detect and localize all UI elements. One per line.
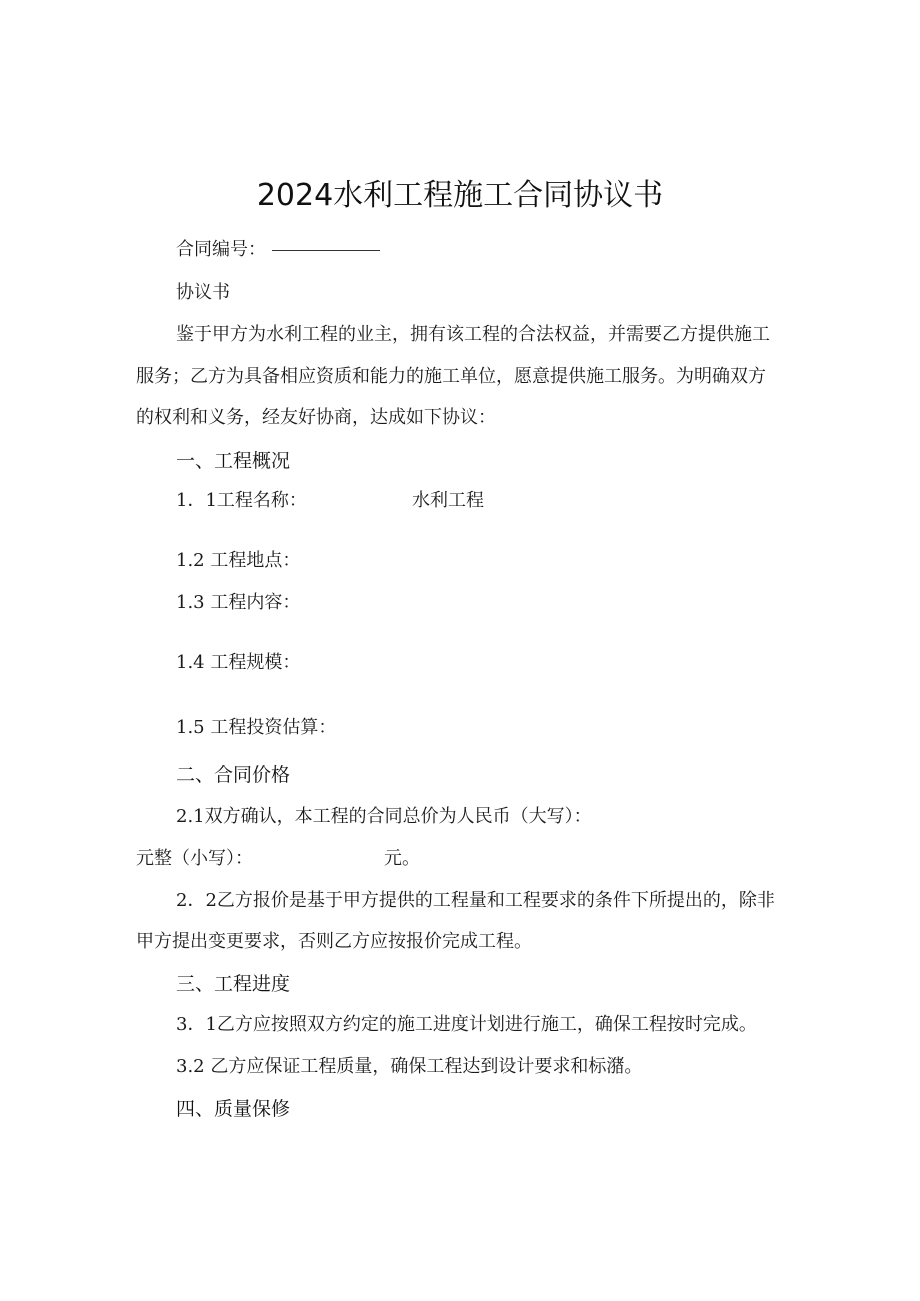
item-1-5-label: 1.5 工程投资估算： xyxy=(176,717,337,738)
contract-number-line xyxy=(176,237,380,263)
section-heading-2: 二、合同价格 xyxy=(176,764,291,786)
preamble-line-3: 的权利和义务，经友好协商，达成如下协议： xyxy=(136,407,496,428)
preamble-line-2: 服务；乙方为具备相应资质和能力的施工单位，愿意提供施工服务。为明确双方 xyxy=(136,366,766,387)
item-1-1-value: 水利工程 xyxy=(412,490,484,511)
item-1-4-label: 1.4 工程规模： xyxy=(176,652,301,673)
item-1-2-label: 1.2 工程地点： xyxy=(176,550,301,571)
item-3-1: 3．1乙方应按照双方约定的施工进度计划进行施工，确保工程按时完成。 xyxy=(176,1014,757,1035)
item-2-1-line-2b: 元。 xyxy=(384,848,420,869)
item-1-1-label: 1．1工程名称： xyxy=(176,490,307,511)
item-1-3-label: 1.3 工程内容： xyxy=(176,592,301,613)
item-3-2: 3.2 乙方应保证工程质量，确保工程达到设计要求和标潴。 xyxy=(176,1056,643,1077)
item-2-1-line-1: 2.1双方确认，本工程的合同总价为人民币（大写）： xyxy=(176,806,592,827)
section-heading-1: 一、工程概况 xyxy=(176,450,291,472)
item-2-2-line-2: 甲方提出变更要求，否则乙方应按报价完成工程。 xyxy=(136,931,532,952)
preamble-line-1: 鉴于甲方为水利工程的业主，拥有该工程的合法权益，并需要乙方提供施工 xyxy=(176,324,770,345)
agreement-label: 协议书 xyxy=(176,282,230,303)
contract-number-blank xyxy=(272,249,380,251)
section-heading-3: 三、工程进度 xyxy=(176,973,291,995)
item-2-2-line-1: 2．2乙方报价是基于甲方提供的工程量和工程要求的条件下所提出的，除非 xyxy=(176,890,775,911)
item-2-1-line-2a: 元整（小写）： xyxy=(136,848,253,869)
contract-number-label: 合同编号： xyxy=(176,239,266,260)
document-title: 2024水利工程施工合同协议书 xyxy=(256,178,664,213)
section-heading-4: 四、质量保修 xyxy=(176,1098,291,1120)
